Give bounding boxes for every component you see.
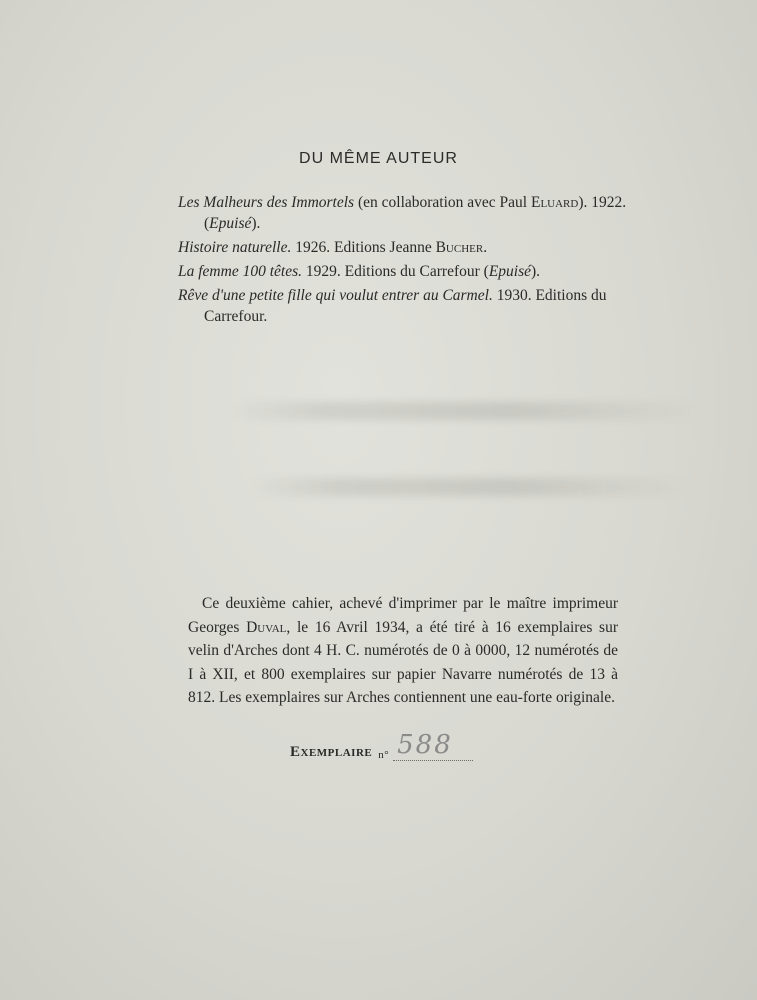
work-punct: ). — [251, 215, 261, 232]
work-item-histoire — [178, 237, 628, 258]
colophon-text — [188, 592, 618, 710]
work-title: La femme 100 têtes. — [178, 263, 302, 280]
publisher-name: Bucher — [435, 239, 484, 256]
work-title: Les Malheurs des Immortels — [178, 194, 355, 211]
colophon-part: Ce deuxième cahier, achevé d'imprimer par le maître imprimeur Georges — [188, 595, 618, 636]
copy-number-field — [393, 732, 473, 761]
work-details: 1926. Editions Jeanne — [291, 239, 436, 256]
work-details: 1929. Editions du Carrefour ( — [301, 263, 489, 280]
number-abbrev: n° — [378, 749, 390, 761]
work-title: Rêve d'une petite fille qui voulut entrer au Carmel. — [178, 287, 493, 304]
colophon — [188, 592, 618, 710]
exemplaire-label: Exemplaire — [290, 744, 373, 760]
work-item-reve — [178, 285, 628, 327]
show-through-smudge — [250, 478, 690, 496]
handwritten-copy-number: 588 — [397, 730, 453, 760]
works-list — [178, 192, 628, 330]
show-through-smudge — [230, 402, 700, 420]
work-item-femme — [178, 261, 628, 282]
work-punct: ). — [531, 263, 541, 280]
work-title: Histoire naturelle. — [178, 239, 292, 256]
work-note: (en collaboration avec Paul — [354, 194, 531, 211]
collaborator-name: Eluard — [530, 194, 579, 211]
copy-number-line — [290, 732, 473, 761]
work-year: ). 1922. ( — [204, 194, 627, 232]
printer-name: Duval — [246, 618, 287, 636]
work-status: Epuisé — [488, 263, 531, 280]
work-status: Epuisé — [209, 215, 252, 232]
colophon-part: , le 16 Avril 1934, a été tiré à 16 exemplaires sur velin d'Arches dont 4 H. C. numérotés de 0 à 0000, 12 numérotés de I à XII, et 800 exemplaires sur papier Navarre numérotés de 13 à 812. Les exemplaires sur Arches contiennent une eau-forte originale. — [188, 618, 618, 706]
work-details: 1930. Editions du Carrefour. — [204, 287, 607, 325]
work-punct: . — [483, 239, 488, 256]
page-heading: DU MÊME AUTEUR — [299, 150, 458, 167]
work-item-malheurs — [178, 192, 628, 234]
